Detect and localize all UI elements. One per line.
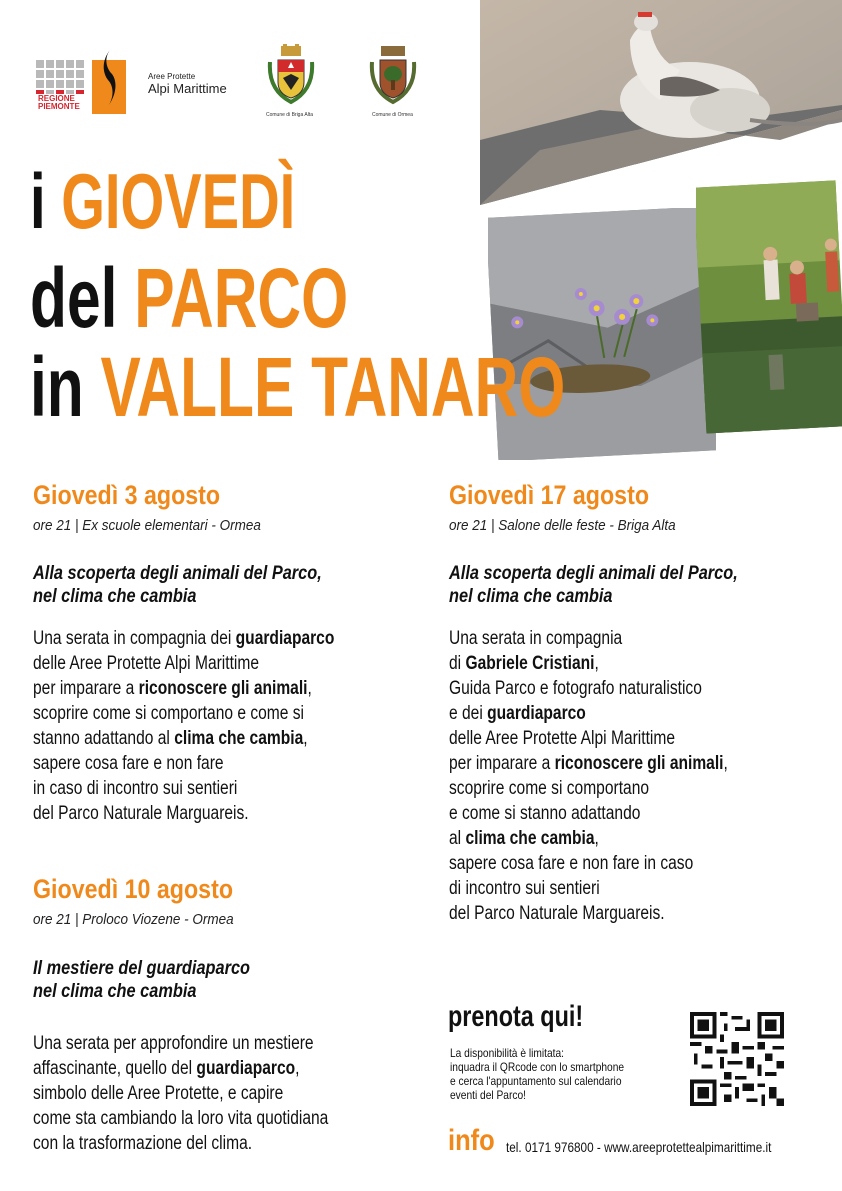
ptarmigan-photo xyxy=(480,0,842,205)
event1-title-line2: nel clima che cambia xyxy=(33,586,197,607)
comune-briga-caption: Comune di Briga Alta xyxy=(266,112,313,118)
regione-label: REGIONE PIEMONTE xyxy=(36,94,118,112)
prenota-heading: prenota qui! xyxy=(448,1000,584,1033)
qr-code[interactable] xyxy=(690,1012,784,1106)
alpi-marittime-logo xyxy=(92,48,126,114)
comune-ormea-caption: Comune di Ormea xyxy=(372,112,413,118)
event3-title-line2: nel clima che cambia xyxy=(449,586,613,607)
event1-title xyxy=(33,562,322,608)
event3-body: Una serata in compagnia di Gabriele Cristiani, Guida Parco e fotografo naturalistico e dei guardiaparco delle Aree Protette Alpi Marittime per imparare a riconoscere gli animali, scoprire come si comportano e come si stanno adattando al clima che cambia, sapere cosa fare e non fare in caso di incontro sui sentieri del Parco Naturale Marguareis. xyxy=(449,628,728,924)
event2-date: Giovedì 10 agosto xyxy=(33,874,234,904)
title-valle-tanaro: VALLE TANARO xyxy=(100,340,566,434)
event2-meta: ore 21 | Proloco Viozene - Ormea xyxy=(33,911,234,928)
event2-title xyxy=(33,957,250,1003)
children-pond-photo xyxy=(696,180,842,434)
info-label: info xyxy=(448,1124,495,1157)
title-giovedi: GIOVEDÌ xyxy=(61,157,296,245)
event2-body: Una serata per approfondire un mestiere affascinante, quello del guardiaparco, simbolo delle Aree Protette, e capire come sta cambiando la loro vita quotidiana con la trasformazione del clima. xyxy=(33,1033,329,1154)
aree-big: Alpi Marittime xyxy=(148,81,227,96)
event3-title xyxy=(449,562,738,608)
contact-line[interactable]: tel. 0171 976800 - www.areeprotettealpimarittime.it xyxy=(506,1139,772,1155)
title-in: in xyxy=(30,340,84,434)
title-del: del xyxy=(30,251,118,345)
event3-date: Giovedì 17 agosto xyxy=(449,480,650,510)
title-parco: PARCO xyxy=(134,251,349,345)
event1-title-line1: Alla scoperta degli animali del Parco, xyxy=(33,563,322,584)
briga-alta-crest xyxy=(266,44,316,110)
booking-note: La disponibilità è limitata: inquadra il QRcode con lo smartphone e cerca l'appuntamento sul calendario eventi del Parco! xyxy=(450,1046,625,1102)
aree-protette-text xyxy=(148,72,227,96)
event3-meta: ore 21 | Salone delle feste - Briga Alta xyxy=(449,517,676,534)
title-line-2 xyxy=(30,251,349,345)
event1-meta: ore 21 | Ex scuole elementari - Ormea xyxy=(33,517,261,534)
title-line-3 xyxy=(30,340,566,434)
event2-title-line1: Il mestiere del guardiaparco xyxy=(33,958,251,979)
event1-date: Giovedì 3 agosto xyxy=(33,480,221,510)
event3-title-line1: Alla scoperta degli animali del Parco, xyxy=(449,563,738,584)
title-line-1 xyxy=(30,157,296,245)
event2-title-line2: nel clima che cambia xyxy=(33,981,197,1002)
aree-small: Aree Protette xyxy=(148,72,196,81)
ormea-crest xyxy=(368,44,418,110)
event1-body: Una serata in compagnia dei guardiaparco delle Aree Protette Alpi Marittime per imparare a riconoscere gli animali, scoprire come si comportano e come si stanno adattando al clima che cambia, sapere cosa fare e non fare in caso di incontro sui sentieri del Parco Naturale Marguareis. xyxy=(33,628,335,824)
title-i: i xyxy=(30,157,46,245)
